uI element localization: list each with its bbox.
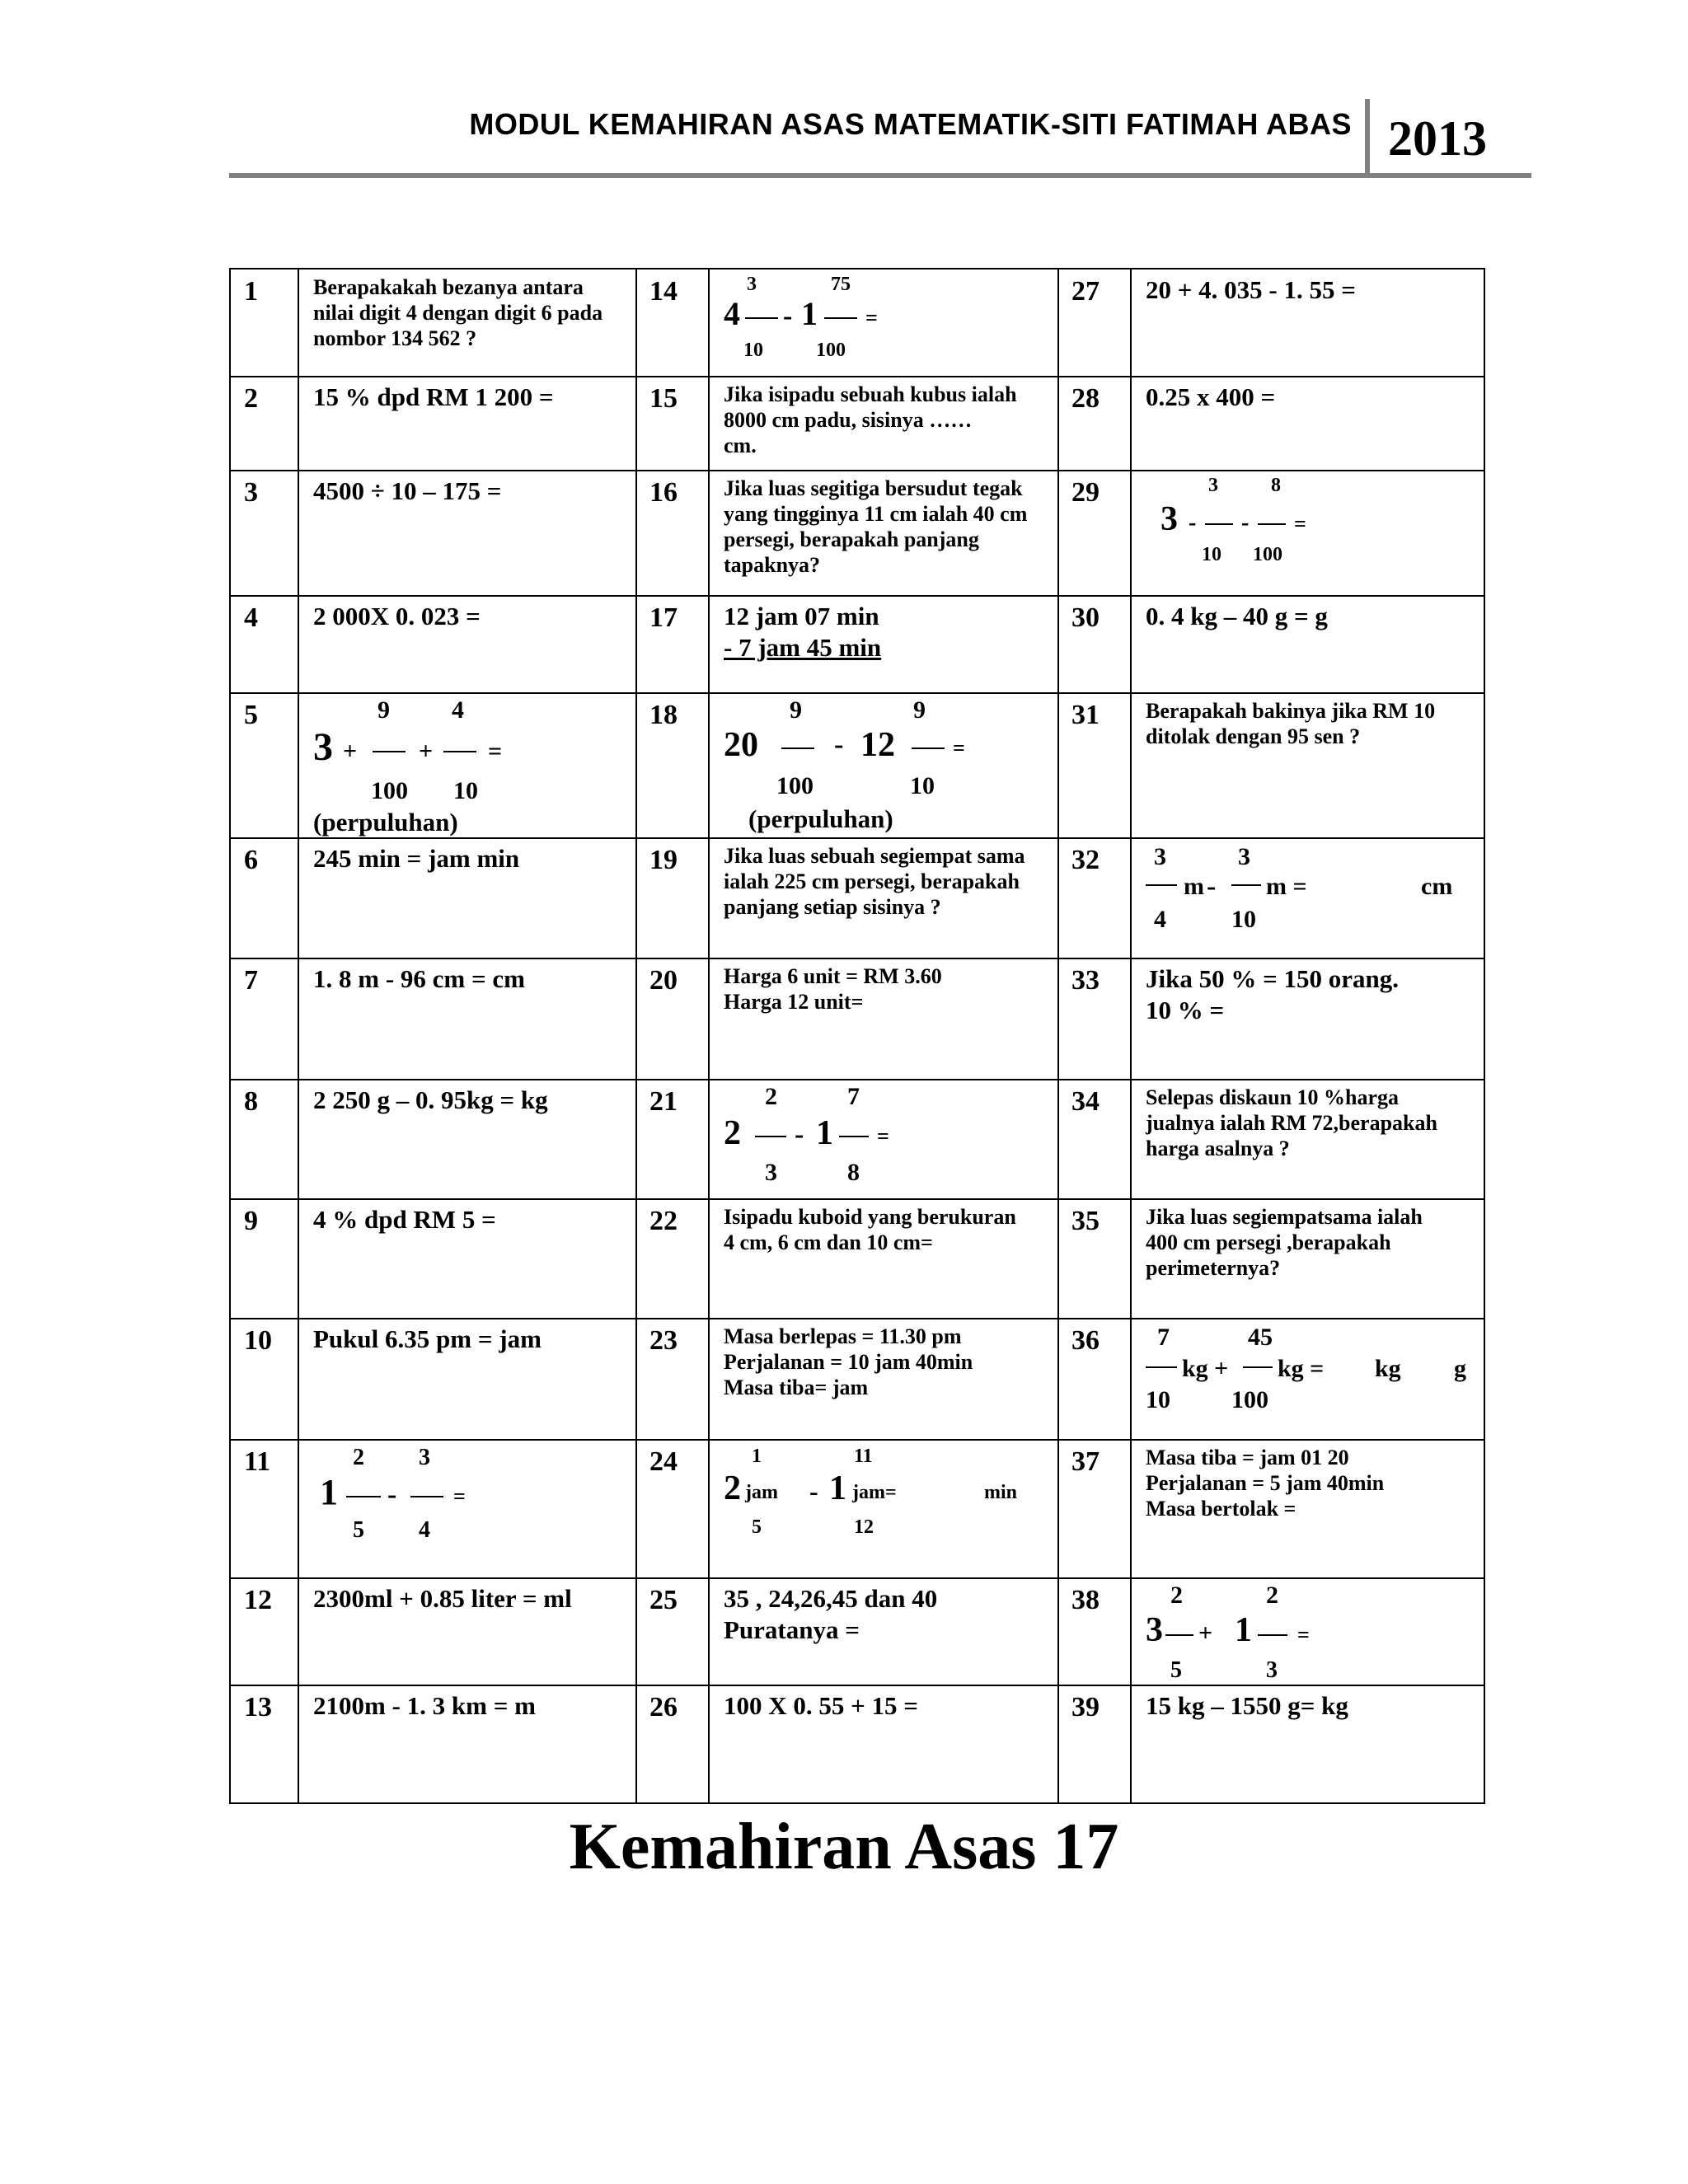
fraction-part: m =	[1266, 873, 1307, 900]
fraction-part: 100	[371, 777, 408, 804]
fraction-part: m	[1184, 873, 1204, 900]
fraction-part: kg	[1375, 1355, 1401, 1382]
question-number: 12	[244, 1585, 272, 1615]
fraction-part: =	[453, 1484, 466, 1508]
question-number: 34	[1071, 1086, 1100, 1117]
fraction-part: 10	[910, 772, 935, 799]
question-number: 13	[244, 1692, 272, 1722]
table-row-divider	[231, 692, 1484, 694]
question-number: 1	[244, 276, 258, 307]
fraction-part: 2	[1170, 1582, 1183, 1609]
question-text: 35 , 24,26,45 dan 40	[724, 1584, 938, 1613]
question-text: 400 cm persegi ,berapakah	[1146, 1230, 1391, 1254]
table-column-divider	[708, 269, 710, 1802]
fraction-bar	[1258, 1634, 1287, 1636]
question-text: 0. 4 kg – 40 g = g	[1146, 602, 1328, 630]
question-number: 26	[649, 1692, 678, 1722]
question-number: 6	[244, 845, 258, 875]
fraction-part: jam=	[852, 1482, 897, 1503]
question-number: 29	[1071, 477, 1100, 508]
question-text: 10 % =	[1146, 996, 1225, 1024]
fraction-part: =	[488, 738, 503, 765]
question-number: 24	[649, 1446, 678, 1477]
question-text: Selepas diskaun 10 %harga	[1146, 1085, 1400, 1109]
fraction-part: =	[953, 736, 965, 760]
fraction-part: 45	[1248, 1324, 1273, 1351]
fraction-part: 9	[377, 696, 390, 724]
question-text: ialah 225 cm persegi, berapakah	[724, 869, 1020, 893]
question-number: 38	[1071, 1585, 1100, 1615]
fraction-bar	[1243, 1366, 1273, 1368]
question-number: 32	[1071, 845, 1100, 875]
fraction-part: 75	[831, 274, 851, 295]
whole-number: 1	[1235, 1611, 1252, 1649]
fraction-part: 8	[847, 1159, 860, 1186]
question-number: 28	[1071, 383, 1100, 414]
fraction-part: 10	[453, 777, 478, 804]
question-number: 4	[244, 602, 258, 633]
fraction-part: kg +	[1182, 1355, 1229, 1382]
whole-number: 2	[724, 1469, 741, 1507]
fraction-part: 1	[752, 1446, 762, 1467]
question-number: 37	[1071, 1446, 1100, 1477]
fraction-part: 5	[353, 1517, 364, 1543]
question-text: Jika isipadu sebuah kubus ialah	[724, 382, 1017, 406]
fraction-bar	[373, 751, 406, 752]
question-number: 10	[244, 1325, 272, 1356]
question-text: 245 min = jam min	[313, 844, 520, 873]
question-text: Masa berlepas = 11.30 pm	[724, 1324, 962, 1348]
fraction-part: 10	[1202, 544, 1221, 565]
question-text: Jika luas segitiga bersudut tegak	[724, 476, 1023, 500]
question-text: jualnya ialah RM 72,berapakah	[1146, 1111, 1437, 1135]
fraction-part: 100	[816, 340, 846, 361]
whole-number: 1	[816, 1114, 833, 1152]
header-title: MODUL KEMAHIRAN ASAS MATEMATIK-SITI FATIMAH ABAS	[469, 107, 1352, 141]
question-text: 1. 8 m - 96 cm = cm	[313, 964, 525, 993]
question-text: cm.	[724, 434, 757, 457]
question-text: Perjalanan = 10 jam 40min	[724, 1350, 973, 1374]
fraction-part: 3	[419, 1445, 430, 1470]
footer-title: Kemahiran Asas 17	[569, 1811, 1119, 1883]
fraction-bar	[346, 1496, 381, 1497]
fraction-part: =	[865, 306, 878, 330]
question-number: 7	[244, 965, 258, 996]
question-number: 17	[649, 602, 678, 633]
fraction-bar	[755, 1136, 786, 1137]
question-number: 14	[649, 276, 678, 307]
question-text: Pukul 6.35 pm = jam	[313, 1324, 542, 1353]
fraction-part: 3	[747, 274, 757, 295]
fraction-part: jam	[745, 1482, 778, 1503]
question-text: perimeternya?	[1146, 1256, 1281, 1280]
question-number: 33	[1071, 965, 1100, 996]
whole-number: 2	[724, 1114, 741, 1152]
fraction-part: -	[809, 1476, 818, 1506]
question-number: 19	[649, 845, 678, 875]
question-text: Masa bertolak =	[1146, 1497, 1296, 1521]
table-row-divider	[231, 1685, 1484, 1686]
fraction-bar	[745, 317, 778, 319]
question-text: 2 250 g – 0. 95kg = kg	[313, 1085, 548, 1114]
question-text: Jika luas segiempatsama ialah	[1146, 1205, 1423, 1229]
fraction-bar	[1258, 523, 1286, 525]
question-text: 4 cm, 6 cm dan 10 cm=	[724, 1230, 933, 1254]
fraction-part: -	[834, 729, 844, 760]
fraction-part: 100	[1253, 544, 1282, 565]
question-text: Masa tiba = jam 01 20	[1146, 1446, 1349, 1469]
table-row-divider	[231, 1318, 1484, 1319]
fraction-bar	[1146, 884, 1177, 886]
whole-number: 1	[829, 1469, 846, 1507]
question-text: harga asalnya ?	[1146, 1137, 1290, 1160]
question-text: 0.25 x 400 =	[1146, 382, 1276, 411]
fraction-bar	[1165, 1634, 1193, 1636]
question-text: 2300ml + 0.85 liter = ml	[313, 1584, 572, 1613]
question-text: Jika 50 % = 150 orang.	[1146, 964, 1400, 993]
question-text: 20 + 4. 035 - 1. 55 =	[1146, 275, 1356, 304]
question-number: 36	[1071, 1325, 1100, 1356]
header-divider	[1365, 99, 1370, 175]
question-number: 3	[244, 477, 258, 508]
question-number: 22	[649, 1206, 678, 1236]
question-text: 100 X 0. 55 + 15 =	[724, 1691, 918, 1720]
fraction-part: 8	[1271, 475, 1281, 496]
fraction-part: 2	[353, 1445, 364, 1470]
fraction-bar	[1205, 523, 1233, 525]
question-text: nombor 134 562 ?	[313, 326, 477, 350]
question-number: 23	[649, 1325, 678, 1356]
question-number: 8	[244, 1086, 258, 1117]
whole-number: 3	[313, 725, 333, 769]
whole-number: 1	[320, 1472, 338, 1512]
fraction-part: min	[984, 1482, 1018, 1503]
fraction-part: -	[783, 301, 793, 331]
question-text: (perpuluhan)	[748, 804, 893, 833]
fraction-part: -	[795, 1119, 804, 1150]
table-column-divider	[298, 269, 299, 1802]
fraction-part: 10	[743, 340, 763, 361]
fraction-part: 7	[1157, 1324, 1170, 1351]
question-text: 2100m - 1. 3 km = m	[313, 1691, 536, 1720]
question-text: Isipadu kuboid yang berukuran	[724, 1205, 1016, 1229]
table-column-divider	[635, 269, 637, 1802]
fraction-bar	[912, 748, 945, 749]
question-number: 25	[649, 1585, 678, 1615]
whole-number: 20	[724, 726, 758, 764]
fraction-bar	[1146, 1366, 1177, 1368]
fraction-bar	[1231, 884, 1261, 886]
fraction-bar	[781, 748, 814, 749]
table-row-divider	[231, 1439, 1484, 1441]
fraction-part: 5	[1170, 1657, 1182, 1683]
whole-number: 12	[860, 726, 895, 764]
fraction-part: 3	[1266, 1657, 1278, 1683]
fraction-part: -	[1241, 510, 1250, 536]
fraction-part: +	[343, 738, 358, 765]
fraction-part: =	[877, 1124, 889, 1148]
fraction-part: =	[1294, 512, 1306, 536]
fraction-part: 4	[419, 1517, 430, 1543]
whole-number: 1	[801, 295, 818, 332]
question-text: 12 jam 07 min	[724, 602, 879, 630]
fraction-part: cm	[1421, 873, 1453, 900]
fraction-part: 11	[854, 1446, 873, 1467]
question-number: 11	[244, 1446, 271, 1477]
question-text: 4 % dpd RM 5 =	[313, 1205, 496, 1234]
fraction-part: 5	[752, 1516, 762, 1538]
fraction-part: 3	[1238, 843, 1250, 870]
table-row-divider	[231, 958, 1484, 959]
fraction-bar	[410, 1496, 443, 1497]
question-text: persegi, berapakah panjang	[724, 527, 979, 551]
fraction-part: +	[1198, 1619, 1213, 1647]
fraction-part: 100	[776, 772, 814, 799]
fraction-bar	[824, 317, 857, 319]
question-text: (perpuluhan)	[313, 808, 458, 837]
fraction-part: 4	[452, 696, 464, 724]
table-row-divider	[231, 376, 1484, 377]
question-number: 16	[649, 477, 678, 508]
fraction-part: g	[1454, 1355, 1466, 1382]
question-number: 20	[649, 965, 678, 996]
header-year: 2013	[1388, 111, 1487, 166]
question-number: 21	[649, 1086, 678, 1117]
question-number: 18	[649, 700, 678, 730]
table-column-divider	[1057, 269, 1059, 1802]
question-number: 30	[1071, 602, 1100, 633]
fraction-part: 10	[1231, 906, 1256, 933]
fraction-part: 7	[847, 1083, 860, 1110]
fraction-part: 4	[1154, 906, 1166, 933]
fraction-part: 9	[790, 696, 802, 724]
fraction-part: +	[419, 738, 434, 765]
question-text: 4500 ÷ 10 – 175 =	[313, 476, 502, 505]
question-text: 15 kg – 1550 g= kg	[1146, 1691, 1348, 1720]
question-number: 5	[244, 700, 258, 730]
question-text: nilai digit 4 dengan digit 6 pada	[313, 301, 603, 325]
fraction-part: 2	[765, 1083, 777, 1110]
fraction-part: -	[387, 1479, 397, 1510]
fraction-part: 2	[1266, 1582, 1278, 1609]
table-row-divider	[231, 1079, 1484, 1080]
question-text: Perjalanan = 5 jam 40min	[1146, 1471, 1385, 1495]
question-text: Berapakah bakinya jika RM 10	[1146, 699, 1436, 723]
question-text: Berapakakah bezanya antara	[313, 275, 584, 299]
fraction-part: 3	[765, 1159, 777, 1186]
question-text: Jika luas sebuah segiempat sama	[724, 844, 1025, 868]
question-text: 15 % dpd RM 1 200 =	[313, 382, 554, 411]
question-number: 35	[1071, 1206, 1100, 1236]
question-number: 39	[1071, 1692, 1100, 1722]
question-text: - 7 jam 45 min	[724, 633, 882, 662]
question-text: 2 000X 0. 023 =	[313, 602, 481, 630]
fraction-bar	[839, 1136, 869, 1137]
whole-number: 3	[1146, 1611, 1163, 1649]
header-rule	[229, 173, 1531, 178]
fraction-part: -	[1189, 510, 1197, 536]
fraction-part: 12	[854, 1516, 874, 1538]
fraction-part: 3	[1208, 475, 1218, 496]
question-number: 9	[244, 1206, 258, 1236]
question-text: Masa tiba= jam	[724, 1376, 869, 1399]
question-text: yang tingginya 11 cm ialah 40 cm	[724, 502, 1028, 526]
fraction-part: 100	[1231, 1386, 1268, 1413]
table-row-divider	[231, 1198, 1484, 1200]
fraction-bar	[443, 751, 476, 752]
question-number: 27	[1071, 276, 1100, 307]
fraction-part: 3	[1154, 843, 1166, 870]
worksheet-table	[229, 268, 1485, 1804]
question-text: Harga 12 unit=	[724, 990, 864, 1014]
table-row-divider	[231, 470, 1484, 471]
question-number: 2	[244, 383, 258, 414]
fraction-part: 9	[913, 696, 926, 724]
whole-number: 3	[1160, 500, 1178, 538]
question-text: 8000 cm padu, sisinya ……	[724, 408, 973, 432]
question-text: ditolak dengan 95 sen ?	[1146, 724, 1361, 748]
question-text: Harga 6 unit = RM 3.60	[724, 964, 942, 988]
fraction-part: =	[1297, 1623, 1310, 1647]
fraction-part: -	[1207, 871, 1217, 902]
table-row-divider	[231, 595, 1484, 597]
question-number: 15	[649, 383, 678, 414]
fraction-part: kg =	[1278, 1355, 1325, 1382]
question-text: Puratanya =	[724, 1615, 860, 1644]
question-number: 31	[1071, 700, 1100, 730]
question-text: panjang setiap sisinya ?	[724, 895, 941, 919]
fraction-part: 10	[1146, 1386, 1170, 1413]
question-text: tapaknya?	[724, 553, 821, 577]
whole-number: 4	[724, 295, 740, 332]
table-row-divider	[231, 1577, 1484, 1579]
table-column-divider	[1130, 269, 1132, 1802]
